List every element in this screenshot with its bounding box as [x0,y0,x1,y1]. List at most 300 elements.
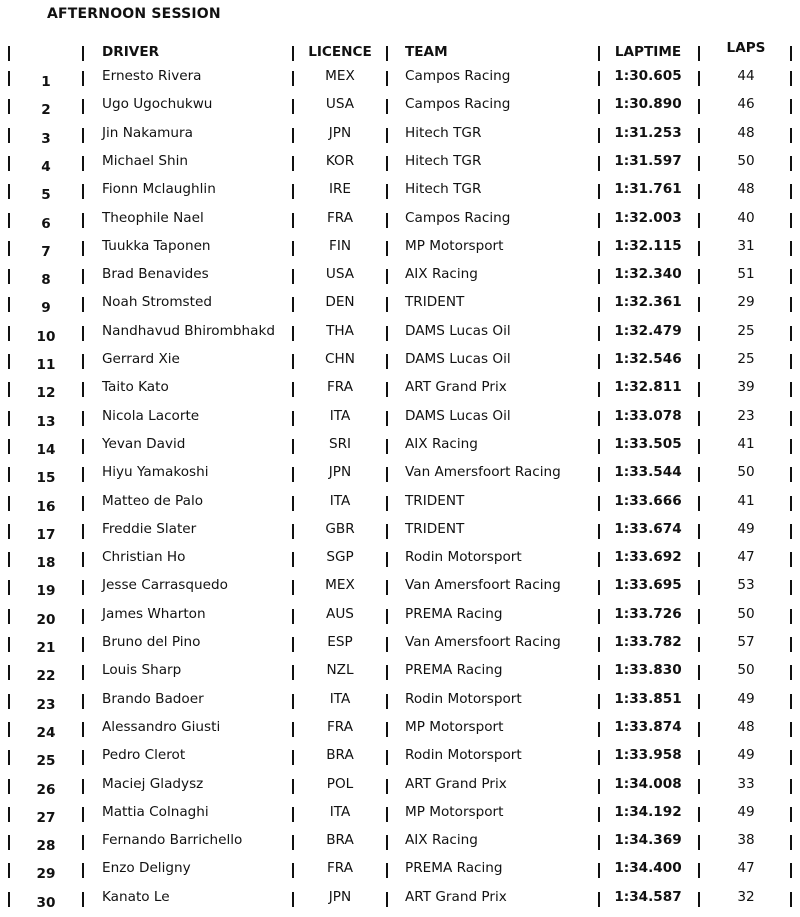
laps-cell: 31 [737,237,755,254]
column-separator [8,354,10,369]
team-cell: DAMS Lucas Oil [405,351,511,367]
column-separator [82,863,84,878]
laps-cell: 49 [737,690,755,707]
position-cell: 20 [36,611,56,628]
laptime-cell: 1:32.811 [614,379,682,396]
position-cell: 9 [41,300,51,317]
column-separator [292,184,294,199]
team-cell: PREMA Racing [405,605,503,622]
column-separator [8,835,10,850]
column-separator [698,892,700,907]
column-separator [790,665,792,680]
licence-cell: POL [326,775,354,792]
column-separator [790,213,792,228]
laps-cell: 29 [737,294,755,311]
column-separator [8,496,10,511]
column-separator [598,694,600,709]
column-separator [790,241,792,256]
table-row [0,232,800,260]
driver-cell: Tuukka Taponen [102,237,211,254]
column-separator [790,46,792,61]
table-row [0,770,800,798]
column-separator [598,326,600,341]
licence-cell: USA [325,96,355,113]
column-separator [8,779,10,794]
licence-cell: NZL [326,662,354,679]
column-separator [386,99,388,114]
laptime-cell: 1:33.674 [614,520,682,537]
column-separator [790,807,792,822]
column-separator [698,241,700,256]
column-separator [8,665,10,680]
position-cell: 12 [36,385,56,402]
column-separator [8,750,10,765]
laps-cell: 25 [737,322,755,339]
laptime-cell: 1:33.695 [614,577,682,594]
column-separator [790,835,792,850]
position-cell: 18 [36,555,56,572]
driver-cell: Ugo Ugochukwu [102,96,213,113]
column-separator [292,496,294,511]
column-separator [698,694,700,709]
team-cell: ART Grand Prix [405,775,507,792]
column-separator [790,524,792,539]
team-cell: Campos Racing [405,96,511,113]
column-separator [598,580,600,595]
column-separator [8,722,10,737]
position-cell: 5 [41,187,51,204]
column-separator [386,665,388,680]
column-separator [598,184,600,199]
column-separator [82,750,84,765]
team-cell: Hitech TGR [405,124,482,141]
column-separator [82,213,84,228]
position-cell: 13 [36,413,56,430]
position-cell: 2 [41,102,51,119]
column-separator [386,496,388,511]
column-separator [82,467,84,482]
column-separator [292,241,294,256]
column-separator [698,326,700,341]
team-cell: DAMS Lucas Oil [405,322,511,339]
column-separator [790,382,792,397]
column-separator [598,71,600,86]
licence-cell: ITA [329,492,351,509]
column-separator [82,609,84,624]
column-separator [698,411,700,426]
position-cell: 24 [36,724,56,741]
column-separator [292,467,294,482]
column-separator [82,326,84,341]
position-cell: 15 [36,470,56,487]
column-separator [698,496,700,511]
column-separator [698,46,700,61]
team-cell: ART Grand Prix [405,379,507,396]
column-separator [292,411,294,426]
table-row [0,62,800,90]
column-separator [82,779,84,794]
column-separator [82,694,84,709]
column-separator [8,297,10,312]
laptime-cell: 1:32.479 [614,322,682,339]
column-separator [790,609,792,624]
column-separator [386,411,388,426]
column-separator [698,354,700,369]
licence-cell: FRA [326,718,353,735]
column-separator [82,524,84,539]
licence-cell: THA [326,322,354,339]
column-separator [292,609,294,624]
column-separator [8,156,10,171]
driver-cell: Enzo Deligny [102,860,191,877]
column-separator [598,156,600,171]
column-separator [292,46,294,61]
column-separator [82,46,84,61]
team-cell: DAMS Lucas Oil [405,407,511,424]
table-row [0,119,800,147]
team-cell: Campos Racing [405,209,511,226]
column-separator [8,892,10,907]
column-separator [386,524,388,539]
column-separator [698,99,700,114]
column-separator [790,779,792,794]
column-separator [8,71,10,86]
column-separator [698,863,700,878]
laptime-cell: 1:31.597 [614,152,682,169]
table-row [0,600,800,628]
column-separator [598,524,600,539]
table-row [0,656,800,684]
column-separator [386,863,388,878]
licence-cell: AUS [326,605,354,622]
column-separator [386,637,388,652]
header-licence: LICENCE [308,44,372,60]
column-separator [82,354,84,369]
licence-cell: ITA [329,407,351,424]
table-row [0,571,800,599]
driver-cell: Christian Ho [102,549,186,566]
laps-cell: 41 [737,435,755,452]
licence-cell: FRA [326,209,353,226]
driver-cell: Pedro Clerot [102,747,186,764]
column-separator [8,524,10,539]
column-separator [598,750,600,765]
team-cell: Rodin Motorsport [405,549,522,566]
driver-cell: Fernando Barrichello [102,832,243,849]
column-separator [698,439,700,454]
column-separator [598,863,600,878]
column-separator [790,637,792,652]
column-separator [8,269,10,284]
column-separator [82,411,84,426]
column-separator [386,609,388,624]
laps-cell: 48 [737,181,755,198]
column-separator [386,46,388,61]
column-separator [698,835,700,850]
header-team: TEAM [405,44,448,60]
column-separator [292,580,294,595]
laps-cell: 47 [737,549,755,566]
licence-cell: IRE [328,181,352,198]
column-separator [82,835,84,850]
position-cell: 14 [36,441,56,458]
licence-cell: JPN [328,124,352,141]
column-separator [698,467,700,482]
column-separator [386,439,388,454]
laptime-cell: 1:33.874 [614,718,682,735]
column-separator [292,439,294,454]
driver-cell: Nicola Lacorte [102,407,200,424]
header-laptime: LAPTIME [614,44,682,60]
column-separator [292,722,294,737]
column-separator [8,184,10,199]
column-separator [292,213,294,228]
team-cell: AIX Racing [405,266,478,283]
driver-cell: Yevan David [102,435,186,452]
position-cell: 17 [36,526,56,543]
column-separator [292,128,294,143]
laps-cell: 51 [737,266,755,283]
column-separator [698,71,700,86]
table-row [0,430,800,458]
column-separator [790,71,792,86]
column-separator [790,580,792,595]
position-cell: 16 [36,498,56,515]
laptime-cell: 1:34.192 [614,803,682,820]
table-row [0,543,800,571]
team-cell: Rodin Motorsport [405,690,522,707]
driver-cell: Fionn Mclaughlin [102,181,216,198]
laptime-cell: 1:32.361 [614,294,682,311]
column-separator [82,297,84,312]
column-separator [8,580,10,595]
table-row [0,713,800,741]
column-separator [386,297,388,312]
column-separator [790,354,792,369]
licence-cell: SRI [328,435,352,452]
licence-cell: JPN [328,888,352,905]
column-separator [598,46,600,61]
column-separator [292,382,294,397]
column-separator [698,807,700,822]
column-separator [790,326,792,341]
laps-cell: 50 [737,152,755,169]
position-cell: 22 [36,668,56,685]
table-row [0,685,800,713]
column-separator [82,241,84,256]
licence-cell: ESP [327,634,353,650]
position-cell: 25 [36,753,56,770]
column-separator [598,411,600,426]
laptime-cell: 1:34.587 [614,888,682,905]
column-separator [790,552,792,567]
column-separator [386,467,388,482]
column-separator [8,552,10,567]
column-separator [790,892,792,907]
column-separator [386,694,388,709]
table-row [0,147,800,175]
team-cell: Rodin Motorsport [405,747,522,764]
column-separator [698,779,700,794]
driver-cell: Louis Sharp [102,662,182,679]
laps-cell: 25 [737,351,755,367]
position-cell: 8 [41,272,51,289]
column-separator [598,779,600,794]
column-separator [698,722,700,737]
laptime-cell: 1:33.851 [614,690,682,707]
column-separator [8,213,10,228]
driver-cell: Nandhavud Bhirombhakd [102,322,275,339]
column-separator [386,552,388,567]
driver-cell: Bruno del Pino [102,634,201,650]
column-separator [598,807,600,822]
column-separator [82,552,84,567]
column-separator [292,99,294,114]
driver-cell: Jesse Carrasquedo [102,577,228,594]
licence-cell: FRA [326,860,353,877]
laps-cell: 49 [737,520,755,537]
licence-cell: ITA [329,803,351,820]
column-separator [8,382,10,397]
column-separator [790,156,792,171]
column-separator [386,750,388,765]
column-separator [8,46,10,61]
column-separator [292,71,294,86]
column-separator [386,241,388,256]
column-separator [386,382,388,397]
column-separator [8,326,10,341]
column-separator [82,439,84,454]
licence-cell: MEX [325,577,355,594]
column-separator [790,297,792,312]
driver-cell: Maciej Gladysz [102,775,204,792]
table-row [0,854,800,882]
driver-cell: Freddie Slater [102,520,197,537]
position-cell: 1 [41,74,51,90]
column-separator [598,213,600,228]
column-separator [82,71,84,86]
laps-cell: 33 [737,775,755,792]
driver-cell: Jin Nakamura [102,124,193,141]
licence-cell: MEX [325,68,355,84]
table-row [0,175,800,203]
laptime-cell: 1:33.726 [614,605,682,622]
laps-cell: 44 [737,68,755,84]
column-separator [790,184,792,199]
column-separator [386,354,388,369]
driver-cell: Alessandro Giusti [102,718,221,735]
laptime-cell: 1:32.546 [614,351,682,367]
driver-cell: Matteo de Palo [102,492,204,509]
licence-cell: GBR [325,520,355,537]
table-row [0,826,800,854]
driver-cell: Theophile Nael [102,209,204,226]
column-separator [82,496,84,511]
column-separator [598,297,600,312]
driver-cell: Noah Stromsted [102,294,212,311]
column-separator [82,156,84,171]
laptime-cell: 1:33.505 [614,435,682,452]
column-separator [598,241,600,256]
column-separator [8,411,10,426]
table-row [0,515,800,543]
laptime-cell: 1:34.369 [614,832,682,849]
column-separator [698,382,700,397]
laps-cell: 53 [737,577,755,594]
laptime-cell: 1:33.692 [614,549,682,566]
driver-cell: Gerrard Xie [102,351,180,367]
column-separator [292,807,294,822]
laps-cell: 38 [737,832,755,849]
table-row [0,260,800,288]
column-separator [8,128,10,143]
column-separator [292,524,294,539]
team-cell: AIX Racing [405,832,478,849]
laptime-cell: 1:30.890 [614,96,682,113]
team-cell: MP Motorsport [405,237,504,254]
licence-cell: KOR [325,152,355,169]
position-cell: 27 [36,809,56,826]
licence-cell: ITA [329,690,351,707]
column-separator [82,382,84,397]
column-separator [698,637,700,652]
team-cell: Hitech TGR [405,181,482,198]
laps-cell: 41 [737,492,755,509]
column-separator [790,496,792,511]
column-separator [292,750,294,765]
laps-cell: 39 [737,379,755,396]
column-separator [790,863,792,878]
position-cell: 23 [36,696,56,713]
driver-cell: Taito Kato [102,379,169,396]
column-separator [698,269,700,284]
column-separator [8,99,10,114]
column-separator [292,694,294,709]
table-row [0,741,800,769]
column-separator [598,99,600,114]
driver-cell: Brad Benavides [102,266,209,283]
column-separator [598,722,600,737]
column-separator [790,269,792,284]
laps-cell: 50 [737,464,755,481]
column-separator [292,835,294,850]
column-separator [698,750,700,765]
column-separator [386,779,388,794]
column-separator [698,665,700,680]
column-separator [82,807,84,822]
column-separator [292,269,294,284]
column-separator [386,326,388,341]
laps-cell: 46 [737,96,755,113]
column-separator [292,297,294,312]
column-separator [386,807,388,822]
column-separator [386,184,388,199]
column-separator [790,99,792,114]
column-separator [698,297,700,312]
column-separator [790,128,792,143]
position-cell: 26 [36,781,56,798]
column-separator [698,213,700,228]
column-separator [598,609,600,624]
header-laps: LAPS [726,40,766,56]
laptime-cell: 1:33.830 [614,662,682,679]
column-separator [386,580,388,595]
laptime-cell: 1:31.761 [614,181,682,198]
column-separator [8,637,10,652]
position-cell: 4 [41,158,51,175]
column-separator [698,552,700,567]
column-separator [598,439,600,454]
